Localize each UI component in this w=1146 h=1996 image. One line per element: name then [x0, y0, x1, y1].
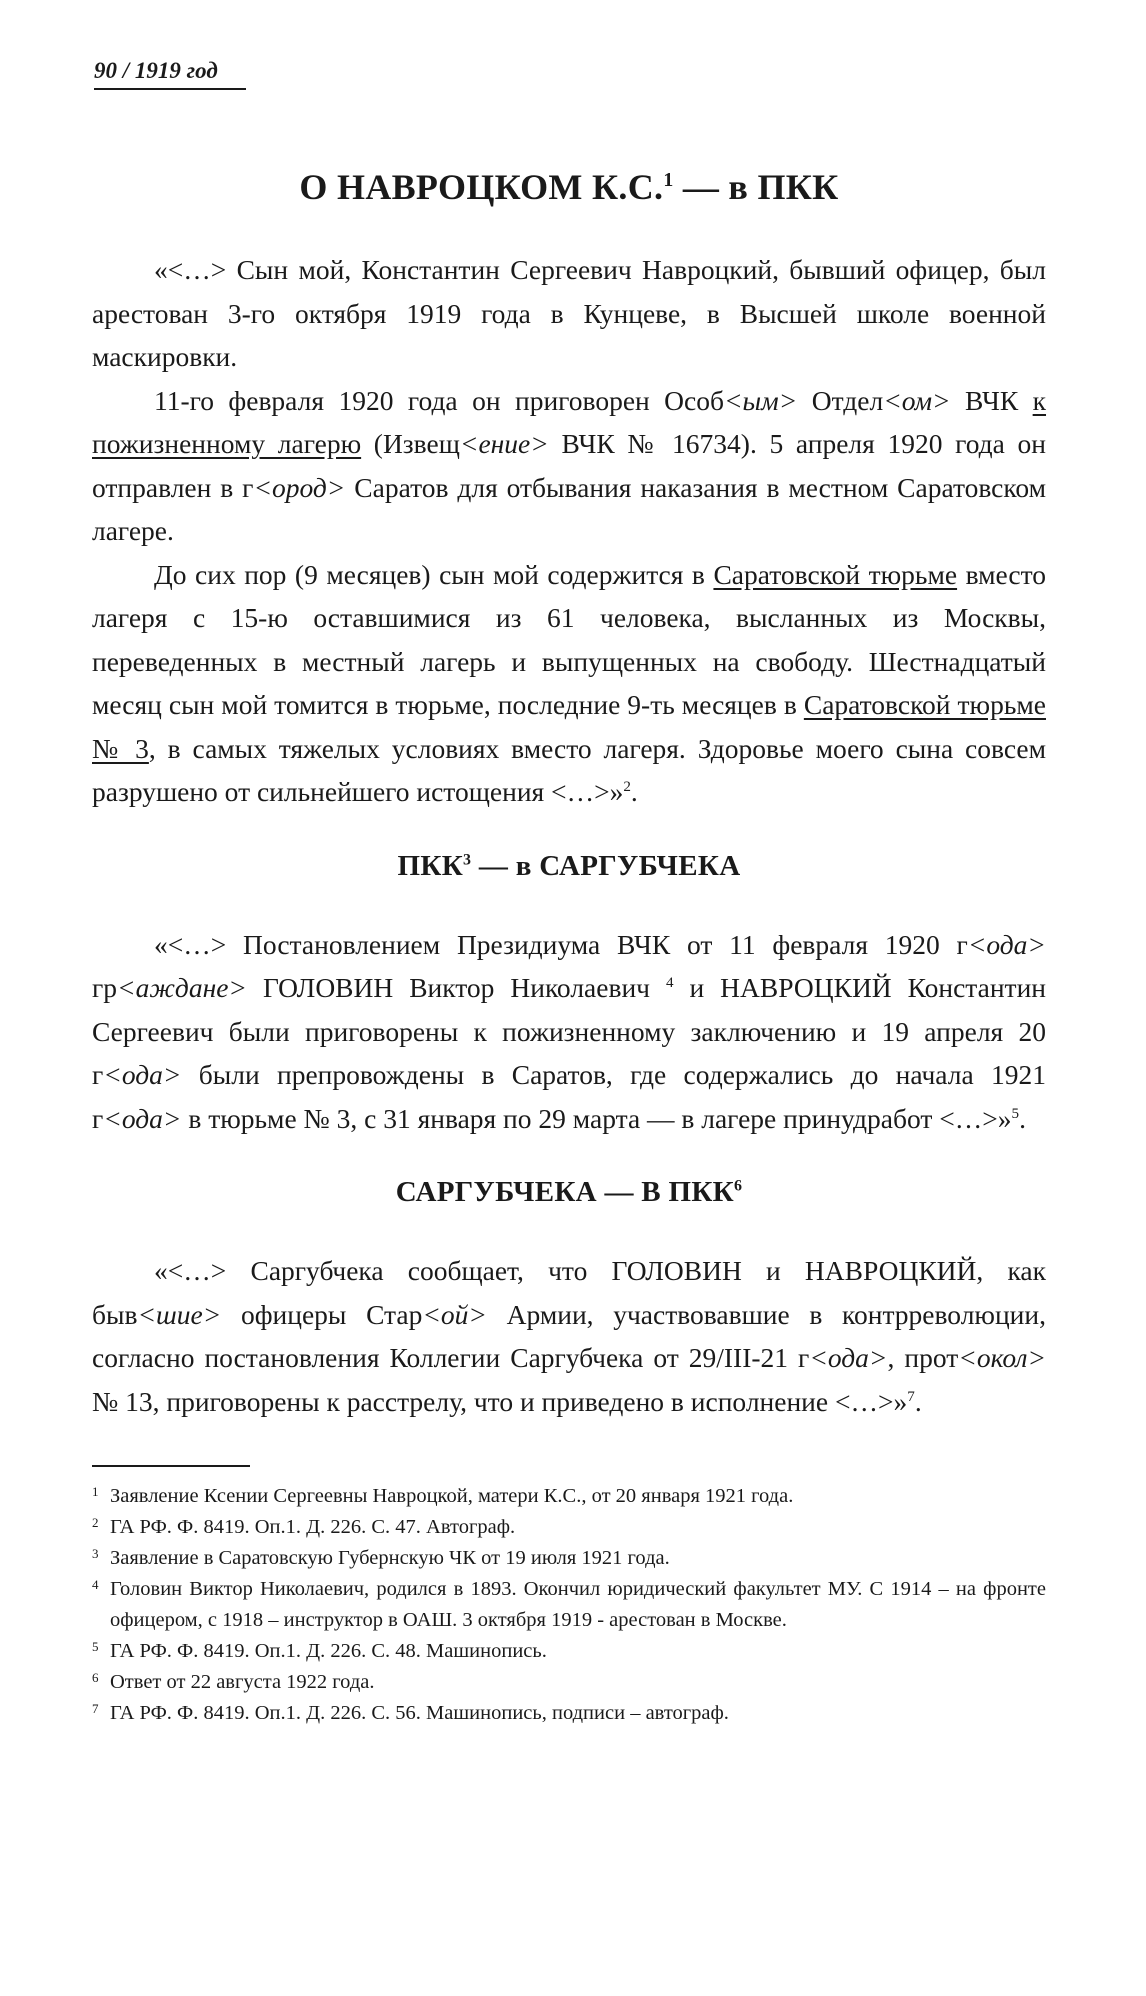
paragraph-1 [92, 248, 1046, 379]
footnote-text: Заявление в Саратовскую Губернскую ЧК от 19 июля 1921 года. [110, 1547, 670, 1569]
text-run: № 13, приговорены к расстрелу, что и приведено в исполнение <…>» [92, 1385, 908, 1417]
paragraph-1-text: «<…> Сын мой, Константин Сергеевич Навроцкий, бывший офицер, был арестован 3-го октября 1919 года в Кунцеве, в Высшей школе военной маскировки. [92, 254, 1046, 372]
heading-sargubcheka-to-pkk [92, 1176, 1046, 1209]
footnote-3 [92, 1543, 1046, 1574]
footnote-6 [92, 1667, 1046, 1698]
text-run: офицеры Стар [221, 1298, 423, 1330]
text-run: . [630, 776, 638, 807]
footnote-ref-1[interactable]: 1 [663, 169, 674, 191]
heading-pkk-to-sargubcheka [92, 850, 1046, 883]
footnote-text: Заявление Ксении Сергеевны Навроцкой, матери К.С., от 20 января 1921 года. [110, 1485, 794, 1507]
footnote-ref-4[interactable]: 4 [665, 974, 674, 991]
footnote-ref-3[interactable]: 3 [463, 850, 472, 868]
running-head: 90 / 1919 год [94, 58, 246, 90]
footnote-ref-2[interactable]: 2 [623, 778, 631, 795]
text-run: (Извещ [361, 428, 460, 459]
editorial-insert: <ород> [253, 471, 346, 503]
footnote-text: ГА РФ. Ф. 8419. Оп.1. Д. 226. С. 47. Автограф. [110, 1516, 516, 1538]
footnote-number: 6 [92, 1670, 99, 1685]
underlined-phrase: Саратовской тюрьме [713, 558, 958, 590]
footnote-1 [92, 1481, 1046, 1512]
footnote-text: Головин Виктор Николаевич, родился в 1893. Окончил юридический факультет МУ. С 1914 – на фронте офицером, с 1918 – инструктор в ОАШ. 3 октября 1919 - арестован в Москве. [110, 1578, 1046, 1631]
text-run: в тюрьме № 3, с 31 января по 29 марта — в лагере принудработ <…>» [181, 1102, 1012, 1134]
editorial-insert: <ода> [967, 928, 1046, 960]
paragraph-4 [92, 923, 1046, 1141]
footnote-7 [92, 1698, 1046, 1729]
heading-text: — в САРГУБЧЕКА [471, 849, 741, 882]
underlined-phrase: Саратовской тюрьме № 3 [92, 689, 1046, 764]
text-run: 11-го февраля 1920 года он приговорен Особ [154, 384, 724, 416]
text-run: , прот [887, 1342, 959, 1373]
text-run: гр [92, 972, 118, 1003]
footnote-text: ГА РФ. Ф. 8419. Оп.1. Д. 226. С. 56. Машинопись, подписи – автограф. [110, 1702, 729, 1724]
footnote-number: 7 [92, 1701, 99, 1716]
editorial-insert: <ом> [883, 384, 951, 416]
title-text: О НАВРОЦКОМ К.С. [299, 167, 664, 207]
text-run: До сих пор (9 месяцев) сын мой содержится в [154, 558, 714, 590]
text-run: вместо лагеря с 15-ю оставшимися из 61 человека, высланных из Москвы, переведенных в местный лагерь и выпущенных на свободу. Шестнадцатый месяц сын мой томится в тюрьме, последние 9-ть месяцев в [92, 558, 1047, 720]
text-run: . [1019, 1102, 1026, 1134]
editorial-insert: <ода> [103, 1059, 182, 1090]
heading-text: САРГУБЧЕКА — В ПКК [395, 1176, 735, 1208]
text-run: «<…> Саргубчека сообщает, что ГОЛОВИН и НАВРОЦКИЙ, как быв [92, 1255, 1046, 1330]
editorial-insert: <ода> [103, 1102, 182, 1134]
footnote-5 [92, 1636, 1046, 1667]
text-run: ВЧК [950, 384, 1033, 416]
heading-text: ПКК [397, 849, 464, 882]
underlined-phrase: к пожизненному лагерю [92, 384, 1047, 459]
editorial-insert: <ым> [724, 384, 798, 416]
footnote-divider [92, 1465, 250, 1467]
title-suffix: — в ПКК [673, 167, 839, 207]
paragraph-3 [92, 553, 1046, 814]
editorial-insert: <шие> [137, 1298, 222, 1330]
paragraph-5 [92, 1249, 1046, 1423]
footnote-ref-6[interactable]: 6 [734, 1177, 743, 1195]
text-run: . [914, 1385, 922, 1417]
text-run: Саратов для отбывания наказания в местном Саратовском лагере. [92, 471, 1046, 546]
document-title [92, 166, 1046, 208]
editorial-insert: <аждане> [117, 972, 247, 1003]
editorial-insert: <ение> [459, 428, 549, 459]
text-run: были препровождены в Саратов, где содержались до начала 1921 г [92, 1059, 1046, 1134]
text-run: Отдел [797, 384, 884, 416]
text-run: Армии, участвовавшие в контрреволюции, согласно постановления Коллегии Саргубчека от 29/III-21 г [92, 1298, 1046, 1373]
paragraph-2 [92, 379, 1046, 553]
text-run: ВЧК № 16734). 5 апреля 1920 года он отправлен в г [92, 428, 1047, 503]
footnote-number: 3 [92, 1546, 99, 1561]
footnote-ref-7[interactable]: 7 [907, 1388, 915, 1405]
text-run: «<…> Постановлением Президиума ВЧК от 11 февраля 1920 г [154, 928, 968, 960]
editorial-insert: <ой> [422, 1298, 487, 1330]
footnote-number: 4 [92, 1577, 99, 1592]
footnote-number: 2 [92, 1515, 99, 1530]
footnote-text: Ответ от 22 августа 1922 года. [110, 1671, 375, 1693]
footnote-2 [92, 1512, 1046, 1543]
text-run: ГОЛОВИН Виктор Николаевич [247, 972, 666, 1003]
editorial-insert: <окол> [958, 1342, 1047, 1373]
text-run: , в самых тяжелых условиях вместо лагеря. Здоровье моего сына совсем разрушено от сильнейшего истощения <…>» [92, 732, 1046, 807]
text-run: и НАВРОЦКИЙ Константин Сергеевич были приговорены к пожизненному заключению и 19 апреля 20 г [92, 972, 1046, 1090]
footnote-number: 1 [92, 1484, 99, 1499]
footnote-ref-5[interactable]: 5 [1011, 1105, 1020, 1122]
footnote-number: 5 [92, 1639, 99, 1654]
footnote-4 [92, 1574, 1046, 1636]
editorial-insert: <ода> [809, 1342, 888, 1373]
footnote-text: ГА РФ. Ф. 8419. Оп.1. Д. 226. С. 48. Машинопись. [110, 1640, 547, 1662]
